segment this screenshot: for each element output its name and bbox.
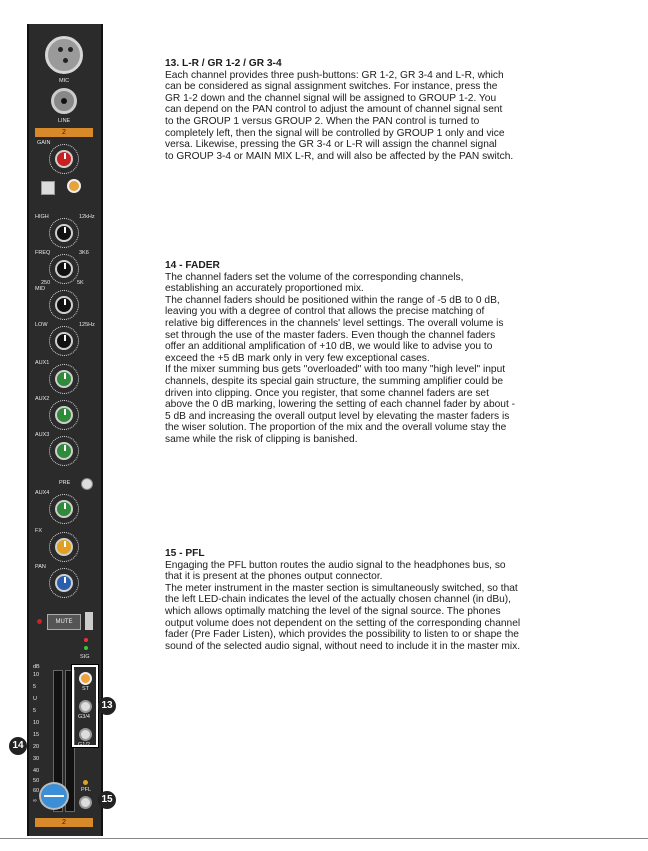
fader-tick: 5 xyxy=(33,708,37,714)
aux2-knob[interactable] xyxy=(55,406,73,424)
fader-tick: 60 xyxy=(33,788,40,794)
pfl-led-icon xyxy=(83,780,88,785)
line-jack-input[interactable] xyxy=(51,88,77,114)
freq-knob[interactable] xyxy=(55,260,73,278)
peak-led-icon xyxy=(84,638,88,642)
freq-label: FREQ xyxy=(35,250,51,256)
aux3-label: AUX3 xyxy=(35,432,50,438)
section-14 xyxy=(165,260,595,446)
mute-side-label xyxy=(85,612,93,630)
gain-label: GAIN xyxy=(37,140,51,146)
section-14-body: The channel faders set the volume of the corresponding channels, establishing an accurately proportioned mix. The channel faders should be positioned within the range of -5 dB to 0 dB, leaving you with a degree of control that allows the precise matching of relative big differences in the channels' level settings. The overall volume is set through the use of the master faders. Even though the channel faders offer an additional amplification of +10 dB, we would like to advise you to exceed the +5 dB mark only in very few exceptional cases. If the mixer summing bus gets "overloaded" with too many "high level" input channels, despite its special gain structure, the summing amplifier could be driven into clipping. Once you register, that some channel faders are set above the 0 dB marking, lowering the setting of each channel fader by about - 5 dB and increasing the overall output level by elevating the master faders is the wiser solution. The proportion of the mix and the overall volume stay the same while the risk of clipping is banished. xyxy=(165,271,515,445)
low-freq-label: 125Hz xyxy=(79,322,95,328)
aux4-label: AUX4 xyxy=(35,490,50,496)
aux2-label: AUX2 xyxy=(35,396,50,402)
assign-highlight-box xyxy=(72,665,98,747)
fader-tick: 10 xyxy=(33,720,40,726)
fader-tick: ∞ xyxy=(33,798,37,804)
bottom-channel-plate: 2 xyxy=(35,818,93,827)
pre-label: PRE xyxy=(59,480,71,486)
sig-label: SIG xyxy=(80,654,90,660)
section-15-title: 15 - PFL xyxy=(165,548,205,559)
section-15 xyxy=(165,548,595,652)
fader-tick: U xyxy=(33,696,37,702)
bottom-rule xyxy=(0,838,648,839)
mid-label: MID xyxy=(35,286,46,292)
callout-13: 13 xyxy=(98,697,116,715)
fader-tick: 20 xyxy=(33,744,40,750)
section-13-body: Each channel provides three push-buttons: GR 1-2, GR 3-4 and L-R, which can be considered as signal assignment switches. For instance, press the GR 1-2 down and the channel signal will be assigned to GROUP 1-2. You can depend on the PAN control to adjust the amount of channel signal sent to the GROUP 1 versus GROUP 2. When the PAN control is turned to completely left, then the signal will be controlled by GROUP 1 only and vice versa. Likewise, pressing the GR 3-4 or L-R will assign the channel signal to GROUP 3-4 or MAIN MIX L-R, and will also be affected by the PAN switch. xyxy=(165,69,514,162)
fader-tick: 40 xyxy=(33,768,40,774)
freq-hi-label: 3K6 xyxy=(79,250,89,256)
fader-tick: 30 xyxy=(33,756,40,762)
mic-label: MIC xyxy=(59,78,70,84)
fader-tick: 50 xyxy=(33,778,40,784)
high-freq-label: 12kHz xyxy=(79,214,95,220)
section-13-title: 13. L-R / GR 1-2 / GR 3-4 xyxy=(165,58,282,69)
fader-tick: 10 xyxy=(33,672,40,678)
callout-14: 14 xyxy=(9,737,27,755)
xlr-mic-input[interactable] xyxy=(45,36,83,74)
fader-tick: 5 xyxy=(33,684,37,690)
fx-label: FX xyxy=(35,528,43,534)
fx-knob[interactable] xyxy=(55,538,73,556)
section-14-title: 14 - FADER xyxy=(165,260,220,271)
db-label: dB xyxy=(33,664,40,670)
line-label: LINE xyxy=(58,118,71,124)
sig-led-icon xyxy=(84,646,88,650)
section-15-body: Engaging the PFL button routes the audio signal to the headphones bus, so that it is present at the phones output connector. The meter instrument in the master section is simultaneously switched, so that the left LED-chain indicates the level of the actually chosen channel (in dBu), which allows optimally matching the level of the signal source. The phones output volume does not dependent on the setting of the corresponding channel fader (Pre Fader Listen), which provides the possibility to listen to or shape the sound of the selected audio signal, without need to include it in the master mix. xyxy=(165,559,521,652)
pre-button[interactable] xyxy=(81,478,93,490)
aux3-knob[interactable] xyxy=(55,442,73,460)
aux4-knob[interactable] xyxy=(55,500,73,518)
section-13 xyxy=(165,58,595,162)
gain-knob[interactable] xyxy=(55,150,73,168)
channel-number-plate: 2 xyxy=(35,128,93,137)
pan-label: PAN xyxy=(35,564,46,570)
low-eq-knob[interactable] xyxy=(55,332,73,350)
pfl-label: PFL xyxy=(81,787,92,793)
aux1-knob[interactable] xyxy=(55,370,73,388)
phantom-button[interactable] xyxy=(41,181,55,195)
high-eq-knob[interactable] xyxy=(55,224,73,242)
low-label: LOW xyxy=(35,322,48,328)
aux1-label: AUX1 xyxy=(35,360,50,366)
mute-button[interactable]: MUTE xyxy=(47,614,81,630)
mute-led-icon xyxy=(37,619,42,624)
fader-tick: 15 xyxy=(33,732,40,738)
g34-label: G3/4 xyxy=(78,714,90,720)
callout-15: 15 xyxy=(98,791,116,809)
fader-knob[interactable] xyxy=(39,782,69,810)
pfl-button[interactable] xyxy=(79,796,92,809)
freq-hi2-label: 5K xyxy=(77,280,84,286)
pan-knob[interactable] xyxy=(55,574,73,592)
g12-label: G1/2 xyxy=(78,742,90,748)
high-label: HIGH xyxy=(35,214,49,220)
st-label: ST xyxy=(82,686,90,692)
freq-lo-label: 250 xyxy=(41,280,51,286)
mid-eq-knob[interactable] xyxy=(55,296,73,314)
phase-button[interactable] xyxy=(67,179,81,193)
